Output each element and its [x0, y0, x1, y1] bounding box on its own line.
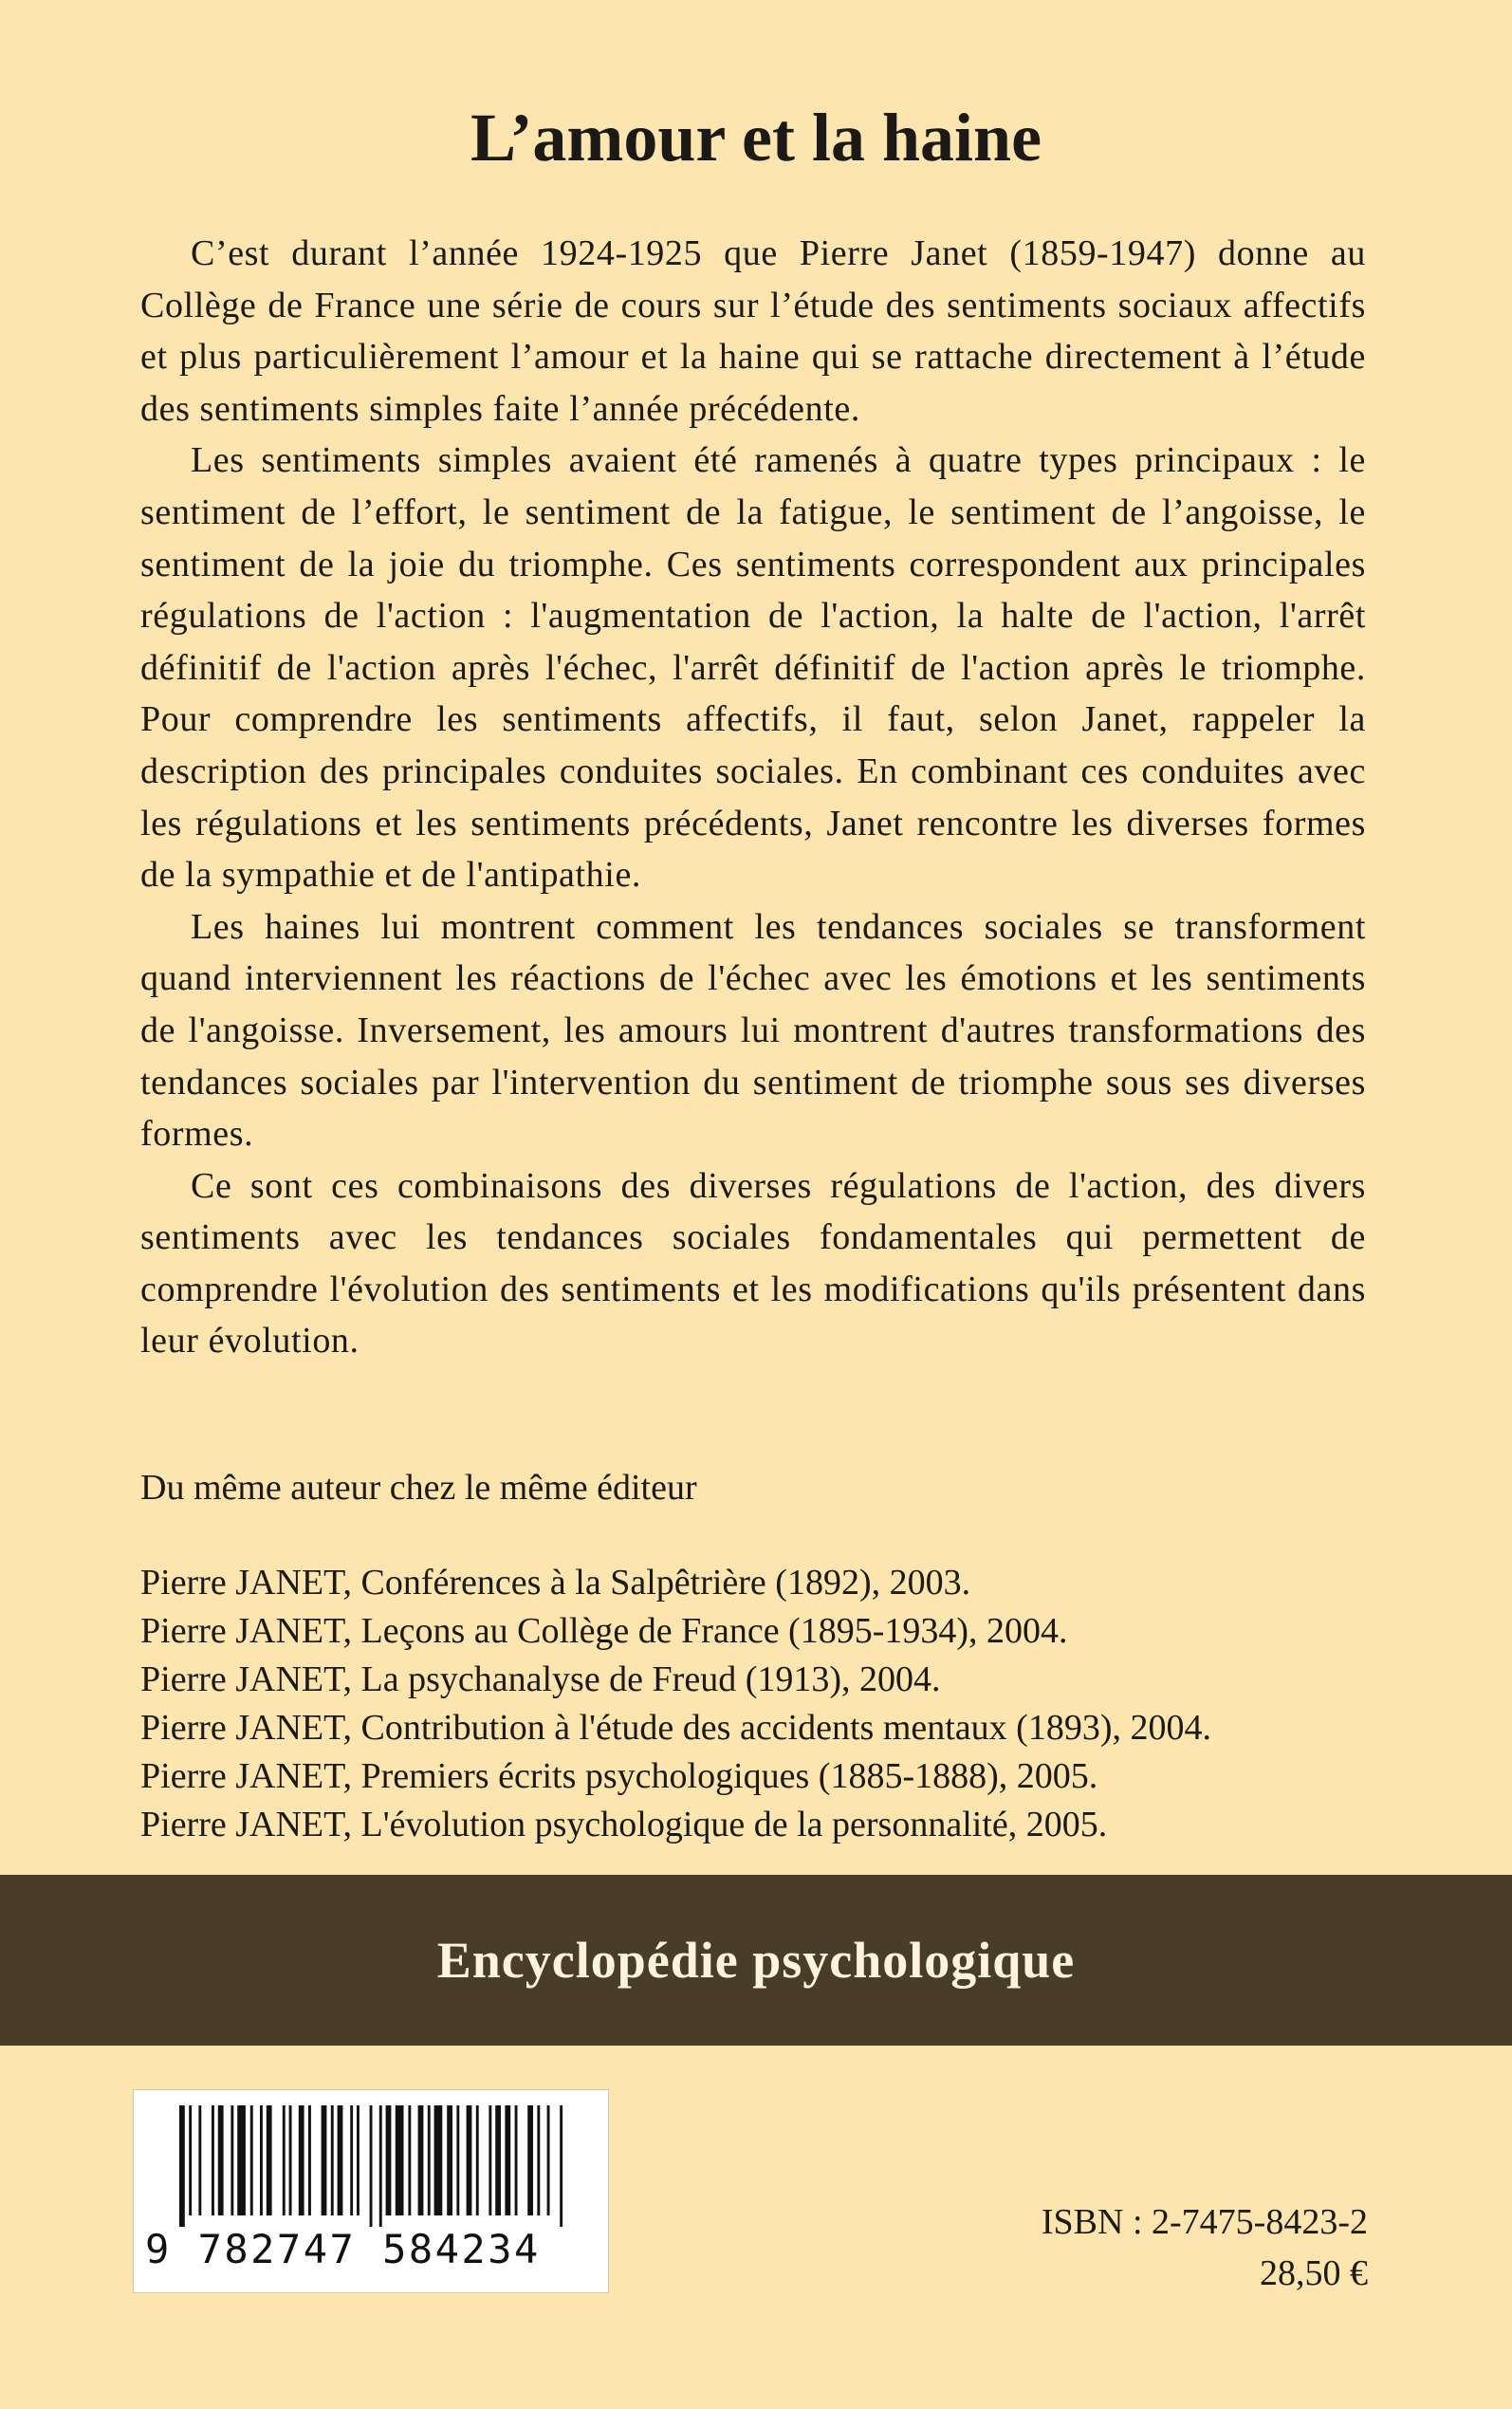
barcode-bar — [370, 2105, 373, 2227]
book-list-item: Pierre JANET, Conférences à la Salpêtrière (1892), 2003. — [140, 1563, 971, 1603]
blurb-paragraph-2: Les sentiments simples avaient été ramenés à quatre types principaux : le sentiment de l’effort, le sentiment de la fatigue, le sentiment de l’angoisse, le sentiment de la joie du triomphe. Ces sentiments correspondent aux principales régulations de l'action : l'augmentation de l'action, la halte de l'action, l'arrêt définitif de l'action après l'échec, l'arrêt définitif de l'action après le triomphe. Pour comprendre les sentiments affectifs, il faut, selon Janet, rappeler la description des principales conduites sociales. En combinant ces conduites avec les régulations et les sentiments précédents, Janet rencontre les diverses formes de la sympathie et de l'antipathie. — [140, 440, 1366, 896]
barcode-bar — [289, 2105, 292, 2215]
barcode-bar — [515, 2105, 518, 2215]
barcode-bar — [418, 2105, 424, 2215]
barcode-bar — [198, 2105, 201, 2215]
barcode-bar — [495, 2105, 501, 2215]
barcode-bar — [179, 2105, 185, 2227]
barcode-bar — [230, 2105, 233, 2215]
barcode — [133, 2089, 609, 2293]
barcode-bar — [299, 2105, 304, 2215]
barcode-bar — [505, 2105, 510, 2215]
barcode-bar — [456, 2105, 459, 2215]
barcode-bar — [357, 2105, 360, 2215]
barcode-bar — [408, 2105, 411, 2215]
barcode-digits: 9 782747 584234 — [145, 2226, 541, 2272]
isbn: ISBN : 2-7475-8423-2 — [1041, 2202, 1368, 2242]
barcode-bar — [476, 2105, 479, 2215]
barcode-bar — [260, 2105, 263, 2215]
book-title: L’amour et la haine — [470, 100, 1042, 176]
blurb-paragraph-4: Ce sont ces combinaisons des diverses régulations de l'action, des divers sentiments avec les tendances sociales fondamentales qui permettent de comprendre l'évolution des sentiments et les modifications qu'ils présentent dans leur évolution. — [140, 1165, 1366, 1362]
barcode-bars — [179, 2105, 566, 2227]
barcode-bar — [386, 2105, 392, 2215]
barcode-bar — [547, 2105, 550, 2215]
barcode-bar — [467, 2105, 472, 2215]
barcode-bar — [560, 2105, 562, 2227]
book-list — [140, 1559, 1211, 1849]
barcode-bar — [250, 2105, 253, 2215]
book-list-item: Pierre JANET, Premiers écrits psychologiques (1885-1888), 2005. — [140, 1756, 1098, 1796]
blurb-paragraph-3: Les haines lui montrent comment les tendances sociales se transforment quand interviennent les réactions de l'échec avec les émotions et les sentiments de l'angoisse. Inversement, les amours lui montrent d'autres transformations des tendances sociales par l'intervention du sentiment de triomphe sous ses diverses formes. — [140, 906, 1366, 1155]
barcode-bar — [489, 2105, 491, 2215]
barcode-bar — [447, 2105, 452, 2215]
barcode-bar — [434, 2105, 443, 2215]
barcode-bar — [237, 2105, 246, 2215]
barcode-bar — [527, 2105, 533, 2215]
barcode-bar — [322, 2105, 327, 2215]
barcode-bar — [331, 2105, 334, 2215]
barcode-bar — [379, 2105, 382, 2227]
collection-band — [0, 1875, 1512, 2046]
barcode-bar — [396, 2105, 404, 2215]
blurb — [140, 228, 1366, 1367]
barcode-bar — [537, 2105, 540, 2215]
barcode-bar — [350, 2105, 353, 2215]
barcode-bar — [338, 2105, 343, 2215]
price: 28,50 € — [1260, 2253, 1368, 2293]
barcode-bar — [283, 2105, 286, 2215]
collection-name: Encyclopédie psychologique — [436, 1932, 1076, 1989]
book-list-item: Pierre JANET, La psychanalyse de Freud (1913), 2004. — [140, 1659, 941, 1699]
book-list-item: Pierre JANET, Leçons au Collège de France (1895-1934), 2004. — [140, 1611, 1068, 1651]
barcode-bar — [212, 2105, 214, 2215]
blurb-paragraph-1: C’est durant l’année 1924-1925 que Pierre Janet (1859-1947) donne au Collège de France une série de cours sur l’étude des sentiments sociaux affectifs et plus particulièrement l’amour et la haine qui se rattache directement à l’étude des sentiments simples faite l’année précédente. — [140, 233, 1366, 429]
book-list-item: Pierre JANET, Contribution à l'étude des accidents mentaux (1893), 2004. — [140, 1708, 1211, 1748]
book-list-item: Pierre JANET, L'évolution psychologique de la personnalité, 2005. — [140, 1805, 1108, 1844]
barcode-bar — [267, 2105, 272, 2215]
barcode-bar — [189, 2105, 192, 2215]
same-author-heading: Du même auteur chez le même éditeur — [140, 1468, 697, 1508]
barcode-bar — [428, 2105, 431, 2215]
barcode-bar — [308, 2105, 311, 2215]
barcode-bar — [218, 2105, 224, 2215]
